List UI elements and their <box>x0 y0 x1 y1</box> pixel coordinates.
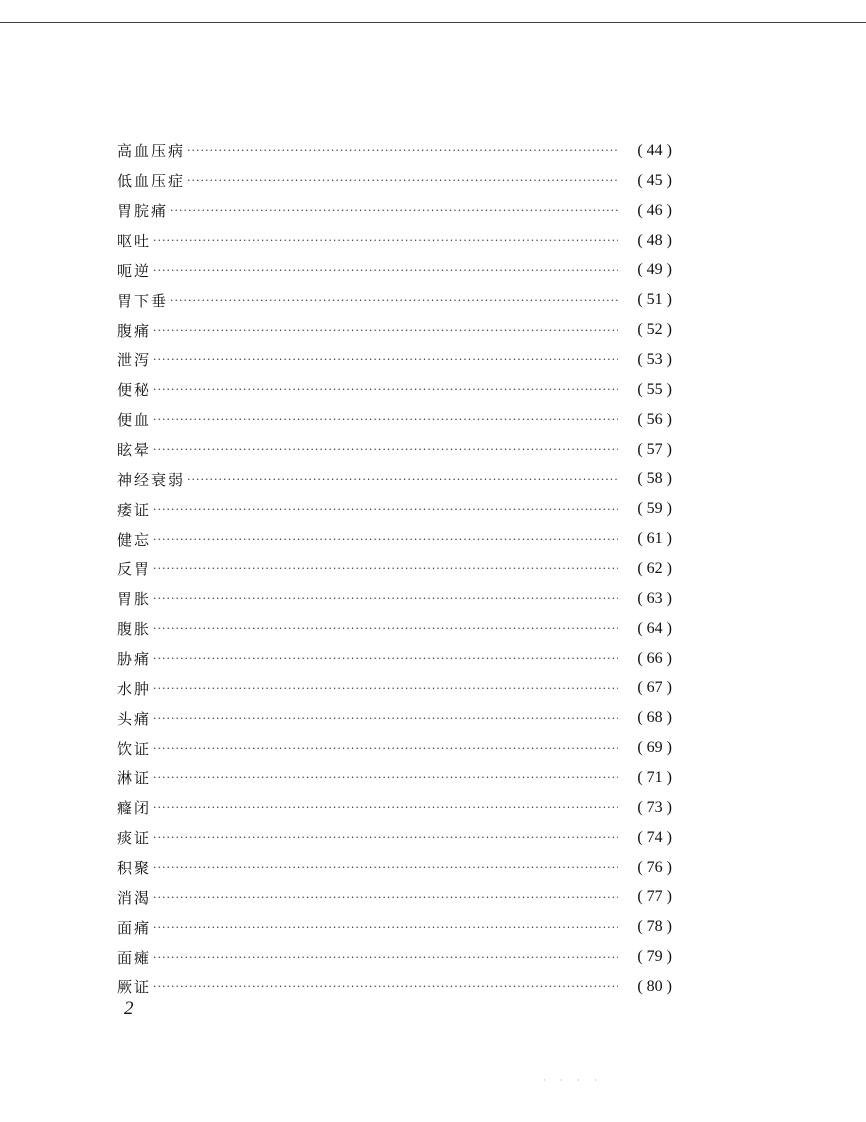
entry-title: 面瘫 <box>117 948 152 967</box>
dot-leader <box>153 383 618 396</box>
toc-entry[interactable] <box>117 823 672 853</box>
dot-leader <box>153 592 618 605</box>
entry-title: 癃闭 <box>117 799 152 818</box>
entry-title: 高血压病 <box>117 142 186 161</box>
dot-leader <box>187 473 618 486</box>
entry-title: 淋证 <box>117 769 152 788</box>
entry-page: ( 63 ) <box>637 589 672 607</box>
entry-title: 头痛 <box>117 709 152 728</box>
toc-entry[interactable] <box>117 196 672 226</box>
dot-leader <box>153 533 618 546</box>
toc-entry[interactable] <box>117 315 672 345</box>
dot-leader <box>153 652 618 665</box>
toc-entry[interactable] <box>117 464 672 494</box>
entry-title: 痰证 <box>117 829 152 848</box>
entry-title: 饮证 <box>117 739 152 758</box>
toc-entry[interactable] <box>117 435 672 465</box>
entry-page: ( 66 ) <box>637 649 672 667</box>
entry-title: 厥证 <box>117 978 152 997</box>
toc-entry[interactable] <box>117 912 672 942</box>
toc-entry[interactable] <box>117 405 672 435</box>
dot-leader <box>170 294 618 307</box>
entry-title: 便秘 <box>117 381 152 400</box>
entry-page: ( 62 ) <box>637 559 672 577</box>
entry-page: ( 68 ) <box>637 709 672 727</box>
entry-page: ( 51 ) <box>637 291 672 309</box>
toc-entry[interactable] <box>117 793 672 823</box>
entry-title: 腹痛 <box>117 321 152 340</box>
dot-leader <box>153 324 618 337</box>
entry-page: ( 46 ) <box>637 201 672 219</box>
toc-entry[interactable] <box>117 285 672 315</box>
toc-entry[interactable] <box>117 972 672 1002</box>
toc-entry[interactable] <box>117 226 672 256</box>
dot-leader <box>153 234 618 247</box>
entry-title: 积聚 <box>117 859 152 878</box>
toc-entry[interactable] <box>117 882 672 912</box>
toc-entry[interactable] <box>117 584 672 614</box>
toc-entry[interactable] <box>117 255 672 285</box>
dot-leader <box>153 562 618 575</box>
entry-title: 胁痛 <box>117 650 152 669</box>
toc-entry[interactable] <box>117 554 672 584</box>
dot-leader <box>153 951 618 964</box>
entry-page: ( 74 ) <box>637 828 672 846</box>
dot-leader <box>187 144 618 157</box>
entry-title: 低血压症 <box>117 172 186 191</box>
dot-leader <box>153 891 618 904</box>
entry-page: ( 77 ) <box>637 888 672 906</box>
entry-page: ( 61 ) <box>637 530 672 548</box>
entry-title: 健忘 <box>117 530 152 549</box>
entry-page: ( 64 ) <box>637 619 672 637</box>
entry-page: ( 57 ) <box>637 440 672 458</box>
entry-title: 消渴 <box>117 888 152 907</box>
toc-entry[interactable] <box>117 136 672 166</box>
entry-page: ( 69 ) <box>637 739 672 757</box>
entry-title: 呕吐 <box>117 232 152 250</box>
toc-entry[interactable] <box>117 524 672 554</box>
entry-page: ( 52 ) <box>637 321 672 339</box>
entry-title: 胃下垂 <box>117 291 169 310</box>
toc-entry[interactable] <box>117 614 672 644</box>
entry-page: ( 56 ) <box>637 410 672 428</box>
dot-leader <box>153 980 618 993</box>
toc-entry[interactable] <box>117 166 672 196</box>
entry-page: ( 79 ) <box>637 948 672 966</box>
entry-page: ( 44 ) <box>637 141 672 159</box>
toc-entry[interactable] <box>117 345 672 375</box>
dot-leader <box>153 831 618 844</box>
entry-title: 胃脘痛 <box>117 202 169 221</box>
dot-leader <box>153 353 618 366</box>
toc-entry[interactable] <box>117 673 672 703</box>
dot-leader <box>153 742 618 755</box>
dot-leader <box>153 682 618 695</box>
scan-specks: · · · · <box>543 1076 603 1085</box>
entry-title: 反胃 <box>117 560 152 579</box>
dot-leader <box>153 443 618 456</box>
entry-title: 胃胀 <box>117 590 152 609</box>
entry-title: 呃逆 <box>117 261 152 280</box>
dot-leader <box>153 503 618 516</box>
dot-leader <box>153 801 618 814</box>
entry-page: ( 53 ) <box>637 350 672 368</box>
toc-entry[interactable] <box>117 942 672 972</box>
top-rule <box>0 22 866 23</box>
dot-leader <box>153 861 618 874</box>
dot-leader <box>153 771 618 784</box>
toc-entry[interactable] <box>117 763 672 793</box>
dot-leader <box>153 712 618 725</box>
entry-page: ( 45 ) <box>637 171 672 189</box>
entry-title: 腹胀 <box>117 620 152 639</box>
dot-leader <box>153 413 618 426</box>
entry-page: ( 55 ) <box>637 380 672 398</box>
toc-entry[interactable] <box>117 494 672 524</box>
toc-entry[interactable] <box>117 733 672 763</box>
entry-title: 神经衰弱 <box>117 470 186 489</box>
entry-page: ( 49 ) <box>637 261 672 279</box>
entry-title: 面痛 <box>117 918 152 937</box>
dot-leader <box>170 204 618 217</box>
dot-leader <box>187 174 618 187</box>
entry-page: ( 76 ) <box>637 858 672 876</box>
entry-title: 便血 <box>117 411 152 430</box>
entry-title: 泄泻 <box>117 351 152 370</box>
toc-entry[interactable] <box>117 644 672 674</box>
entry-page: ( 58 ) <box>637 470 672 488</box>
entry-page: ( 80 ) <box>637 977 672 995</box>
dot-leader <box>153 921 618 934</box>
toc-entry[interactable] <box>117 703 672 733</box>
entry-page: ( 48 ) <box>637 231 672 249</box>
entry-page: ( 78 ) <box>637 918 672 936</box>
dot-leader <box>153 622 618 635</box>
dot-leader <box>153 264 618 277</box>
entry-title: 痿证 <box>117 500 152 519</box>
entry-page: ( 73 ) <box>637 798 672 816</box>
entry-page: ( 71 ) <box>637 768 672 786</box>
entry-title: 水肿 <box>117 679 152 698</box>
entry-page: ( 59 ) <box>637 500 672 518</box>
entry-title: 眩晕 <box>117 441 152 460</box>
toc-entry[interactable] <box>117 375 672 405</box>
table-of-contents <box>117 136 672 1002</box>
toc-entry[interactable] <box>117 853 672 883</box>
page-number: 2 <box>124 998 134 1019</box>
entry-page: ( 67 ) <box>637 679 672 697</box>
